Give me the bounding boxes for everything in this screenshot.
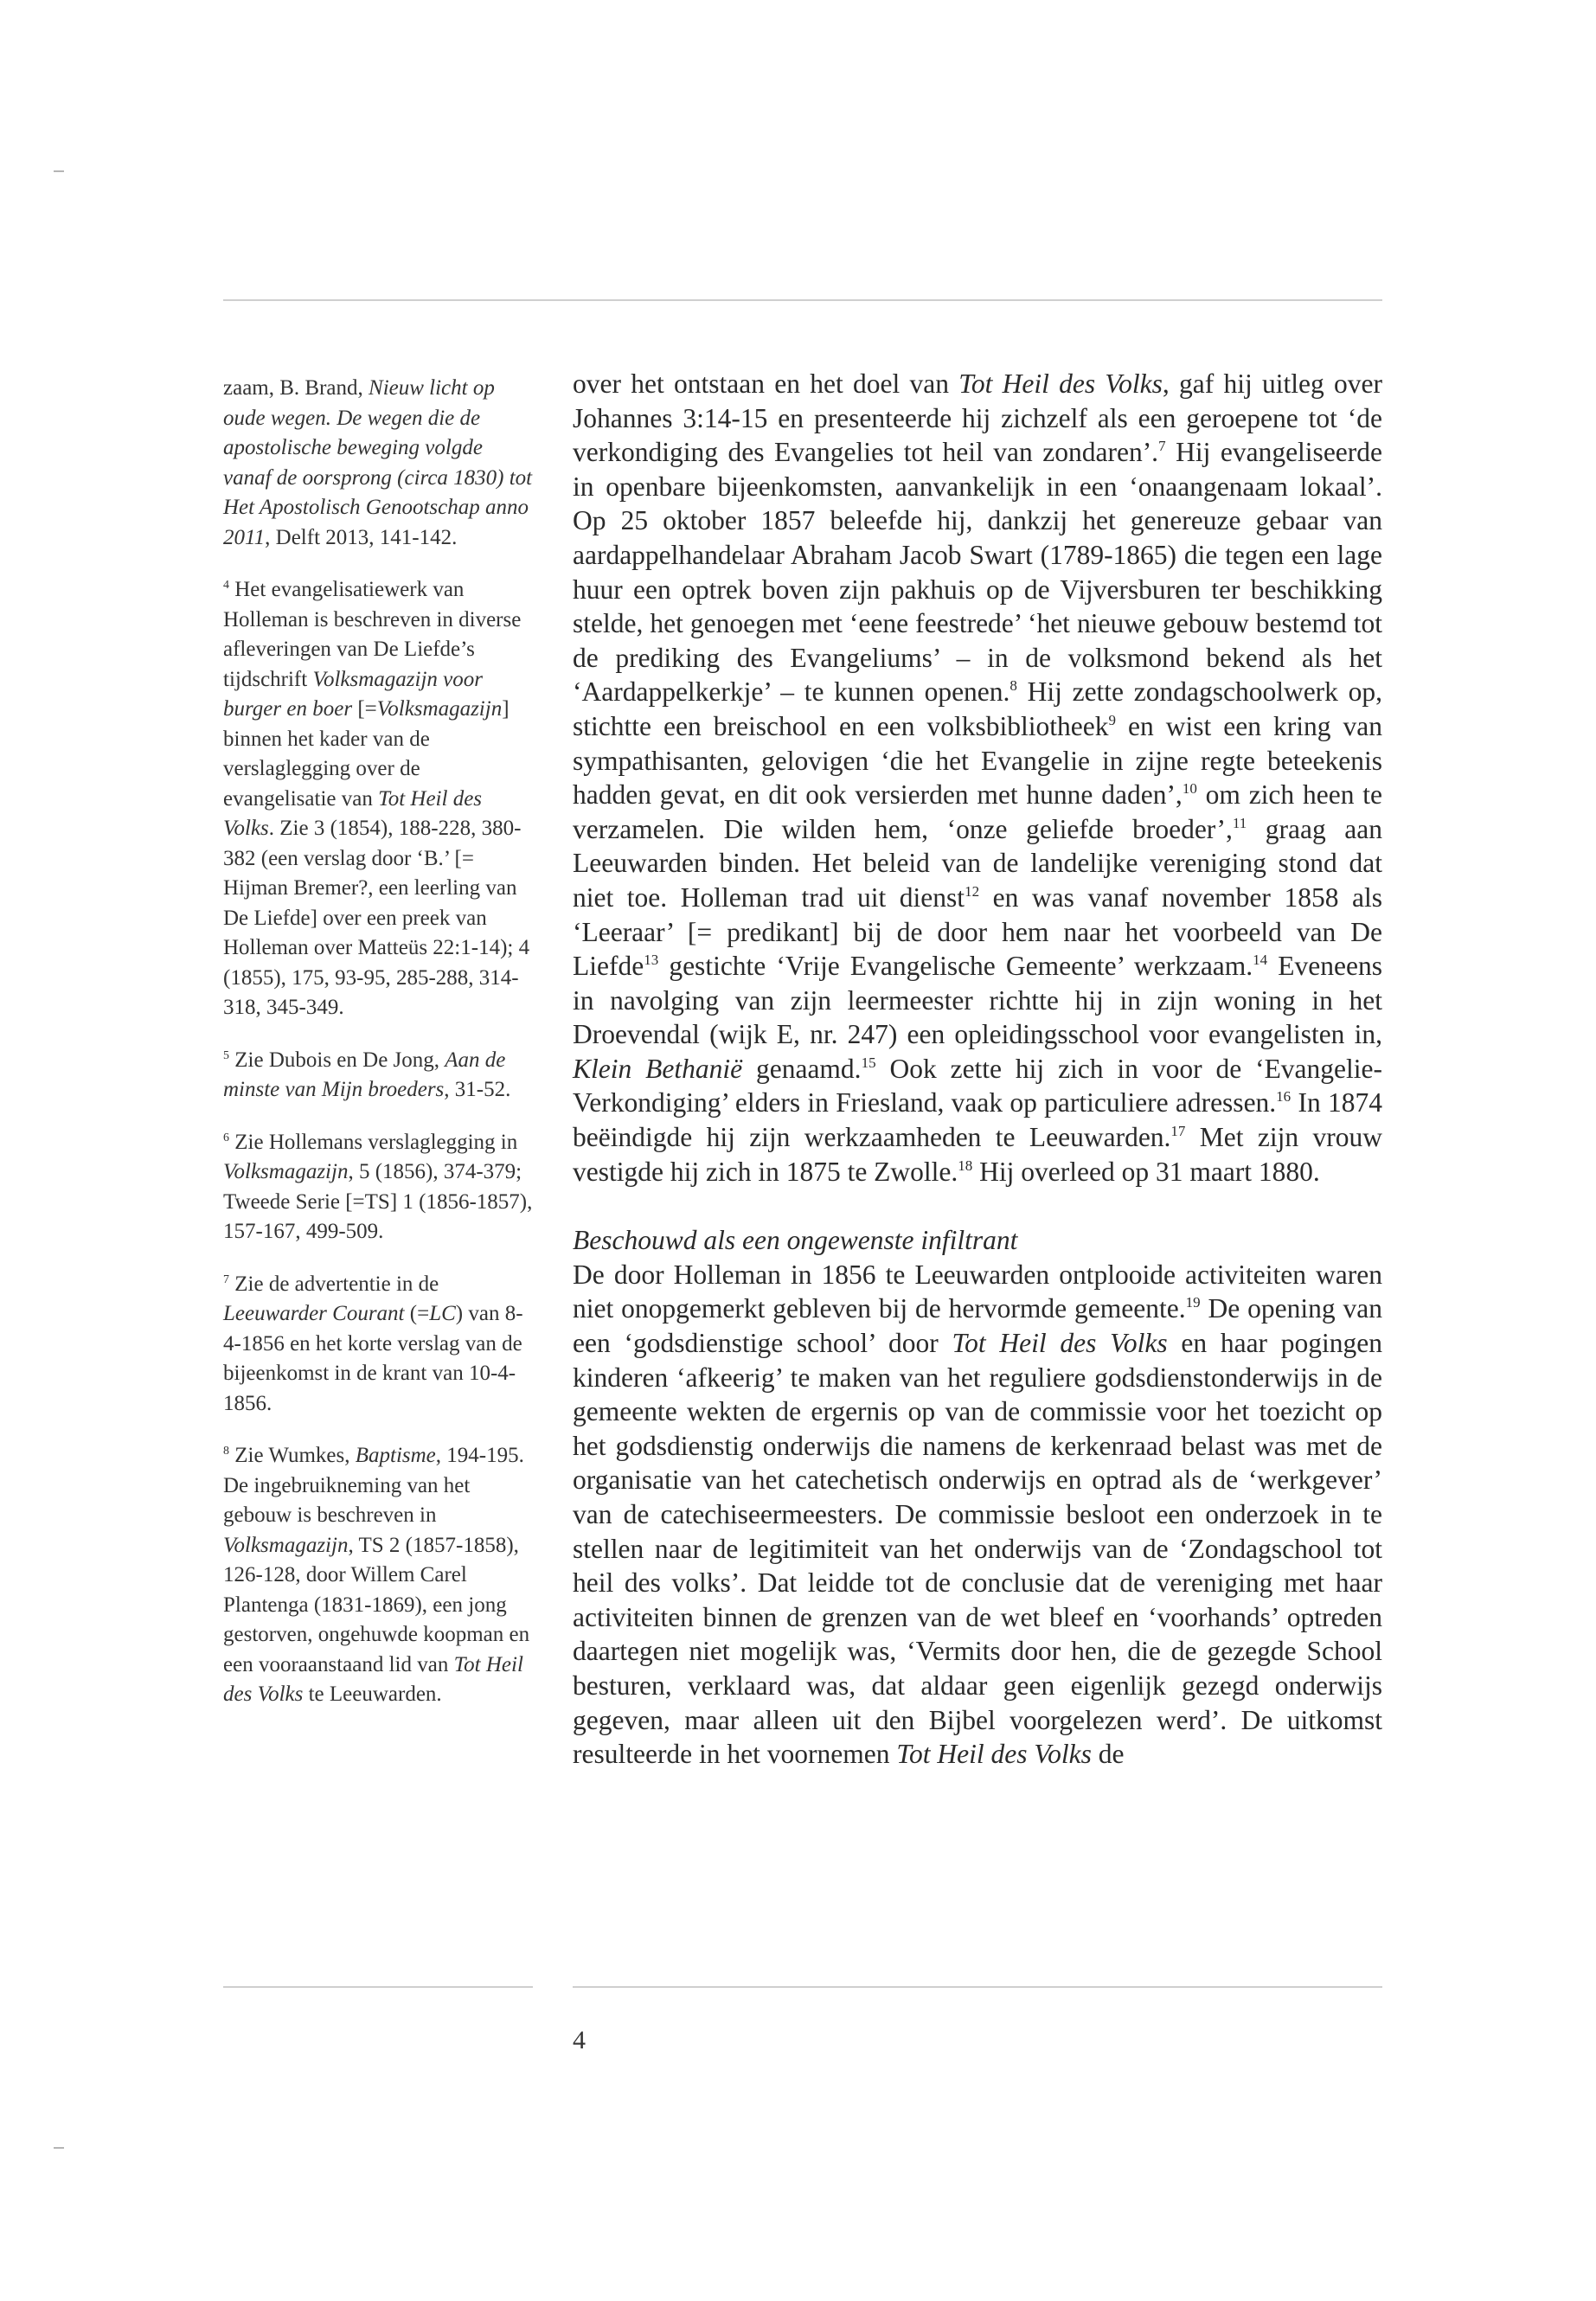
main-column-bottom-rule [573, 1986, 1382, 1988]
footnote-6: $^6$ Zie Hollemans verslaglegging in Volksmagazijn, 5 (1856), 374-379; Tweede Serie [=TS] 1 (1856-1857), 157-167, 499-509. [223, 1130, 533, 1243]
footnote-ref: 10 [1182, 780, 1197, 798]
footnote-ref: 16 [1276, 1088, 1292, 1106]
footnote-ref: 8 [1010, 677, 1017, 695]
footnote-column [223, 374, 533, 1733]
section-heading: Beschouwd als een ongewenste infiltrant [573, 1225, 1018, 1256]
footnote-5: $^5$ Zie Dubois en De Jong, Aan de minste van Mijn broeders, 31-52. [223, 1048, 511, 1101]
footnote-ref: 17 [1170, 1123, 1186, 1140]
footnote-number: 4 [223, 579, 229, 592]
paragraph-1: over het ontstaan en het doel van Tot Heil des Volks, gaf hij uitleg over Johannes 3:14-15 en presenteerde hij zichzelf als een geroepene tot ‘de verkondiging des Evangelies tot heil van zondaren’.$^7$ Hij evangeliseerde in openbare bijeenkomsten, aanvankelijk in een ‘onaangenaam lokaal’. Op 25 oktober 1857 beleefde hij, dankzij het genereuze gebaar van aardappelhandelaar Abraham Jacob Swart (1789-1865) die tegen een lage huur een optrek boven zijn pakhuis op de Vijversburen ter beschikking stelde, het genoegen met ‘eene feestrede’ ‘het nieuwe gebouw bestemd tot de prediking des Evangeliums’ – in de volksmond bekend als het ‘Aardappelkerkje’ – te kunnen openen.$^8$ Hij zette zondagschoolwerk op, stichtte een breischool en een volksbibliotheek$^9$ en wist een kring van sympathisanten, gelovigen ‘die het Evangelie in zijne regte beteekenis hadden gevat, en dit ook versierden met hunne daden’,$^{10}$ om zich heen te verzamelen. Die wilden hem, ‘onze geliefde broeder’,$^{11}$ graag aan Leeuwarden binden. Het beleid van de landelijke vereniging stond dat niet toe. Holleman trad uit dienst$^{12}$ en was vanaf november 1858 als ‘Leeraar’ [= predikant] bij de door hem naar het voorbeeld van De Liefde$^{13}$ gestichte ‘Vrije Evangelische Gemeente’ werkzaam.$^{14}$ Eveneens in navolging van zijn leermeester richtte hij in zijn woning in het Droevendal (wijk E, nr. 247) een opleidingsschool voor evangelisten in, Klein Bethanië genaamd.$^{15}$ Ook zette hij zich in voor de ‘Evangelie-Verkondiging’ elders in Friesland, vaak op particuliere adressen.$^{16}$ In 1874 beëindigde hij zijn werkzaamheden te Leeuwarden.$^{17}$ Met zijn vrouw vestigde hij zich in 1875 te Zwolle.$^{18}$ Hij overleed op 31 maart 1880. [573, 369, 1383, 1187]
footnote-4: $^4$ Het evangelisatiewerk van Holleman is beschreven in diverse afleveringen van De Liefde’s tijdschrift Volksmagazijn voor burger en boer [=Volksmagazijn] binnen het kader van de verslaglegging over de evangelisatie van Tot Heil des Volks. Zie 3 (1854), 188-228, 380-382 (een verslag door ‘B.’ [= Hijman Bremer?, een leerling van De Liefde] over een preek van Holleman over Matteüs 22:1-14); 4 (1855), 175, 93-95, 285-288, 314-318, 345-349. [223, 578, 530, 1019]
footnote-number: 5 [223, 1048, 229, 1062]
footnote-ref: 12 [965, 882, 980, 900]
page-number: 4 [573, 2026, 586, 2054]
footnote-number: 8 [223, 1445, 229, 1458]
footnote-7: $^7$ Zie de advertentie in de Leeuwarder Courant (=LC) van 8-4-1856 en het korte verslag van de bijeenkomst in de krant van 10-4-1856. [223, 1272, 523, 1415]
footnote-column-bottom-rule [223, 1986, 533, 1988]
crop-mark-bottom-left [54, 2147, 64, 2149]
footnote-ref: 15 [861, 1054, 876, 1071]
footnote-ref: 13 [644, 952, 659, 969]
crop-mark-top-left [54, 170, 64, 172]
main-text-column [573, 367, 1382, 1772]
footnote-ref: 11 [1232, 814, 1247, 831]
footnote-number: 7 [223, 1272, 229, 1286]
footnote-3-continuation: zaam, B. Brand, Nieuw licht op oude wegen. De wegen die de apostolische beweging volgde vanaf de oorsprong (circa 1830) tot Het Apostolisch Genootschap anno 2011, Delft 2013, 141-142. [223, 376, 533, 549]
footnote-ref: 14 [1253, 952, 1268, 969]
footnote-ref: 7 [1158, 438, 1166, 455]
header-rule [223, 299, 1382, 301]
footnote-ref: 19 [1185, 1294, 1201, 1311]
footnote-ref: 18 [958, 1157, 973, 1174]
footnote-ref: 9 [1108, 711, 1116, 728]
footnote-8: $^8$ Zie Wumkes, Baptisme, 194-195. De ingebruikneming van het gebouw is beschreven in Volksmagazijn, TS 2 (1857-1858), 126-128, door Willem Carel Plantenga (1831-1869), een jong gestorven, ongehuwde koopman en een vooraanstaand lid van Tot Heil des Volks te Leeuwarden. [223, 1444, 530, 1706]
footnote-number: 6 [223, 1131, 229, 1144]
paragraph-2: De door Holleman in 1856 te Leeuwarden ontplooide activiteiten waren niet onopgemerkt gebleven bij de hervormde gemeente.$^{19}$ De opening van een ‘godsdienstige school’ door Tot Heil des Volks en haar pogingen kinderen ‘afkeerig’ te maken van het reguliere godsdienstonderwijs in de gemeente wekten de ergernis op van de commissie voor het toezicht op het godsdienstig onderwijs die namens de kerkenraad belast was met de organisatie van het catechetisch onderwijs en optrad als de ‘werkgever’ van de catechiseermeesters. De commissie besloot een onderzoek in te stellen naar de legitimiteit van het onderwijs van de ‘Zondagschool tot heil des volks’. Dat leidde tot de conclusie dat de vereniging met haar activiteiten binnen de grenzen van de wet bleef en ‘voorhands’ optreden daartegen niet mogelijk was, ‘Vermits door hen, die de gezegde School besturen, verklaard was, dat aldaar geen eigenlijk gezegd onderwijs gegeven, maar alleen uit den Bijbel voorgelezen werd’. De uitkomst resulteerde in het voornemen Tot Heil des Volks de [573, 1259, 1383, 1770]
